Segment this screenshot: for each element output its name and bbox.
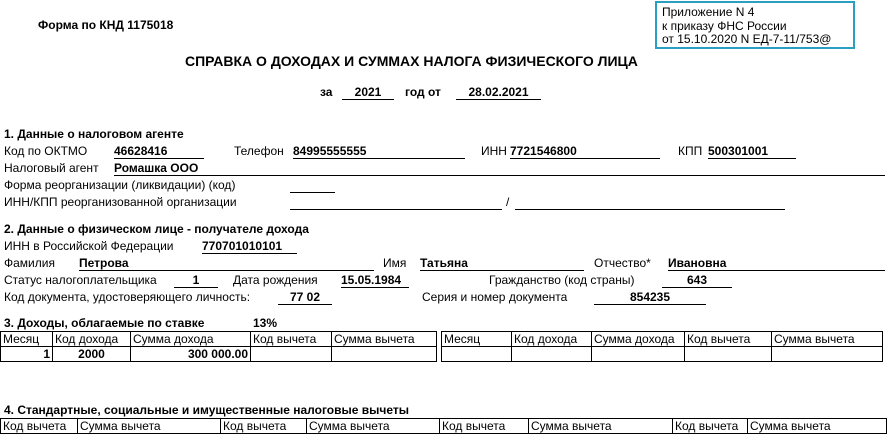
- appendix-line: к приказу ФНС России: [662, 18, 787, 33]
- column-header: Месяц: [442, 332, 512, 347]
- name-label: Имя: [383, 256, 407, 270]
- table-cell: 300 000.00: [131, 347, 251, 362]
- appendix-line: от 15.10.2020 N ЕД-7-11/753@: [662, 32, 832, 46]
- oktmo-value: 46628416: [114, 144, 204, 159]
- table-row: [442, 347, 883, 362]
- column-header: Код вычета: [440, 419, 529, 434]
- agent-value: Ромашка ООО: [114, 161, 885, 176]
- deductions-table: [0, 418, 887, 434]
- status-value: 1: [174, 273, 218, 288]
- agent-inn-label: ИНН: [481, 144, 507, 158]
- column-header: Сумма дохода: [131, 332, 251, 347]
- appendix-line: Приложение N 4: [662, 5, 755, 19]
- table-header-row: [1, 332, 437, 347]
- table-cell: [685, 347, 772, 362]
- table-cell: [442, 347, 512, 362]
- column-header: Месяц: [1, 332, 53, 347]
- birth-value: 15.05.1984: [341, 273, 409, 288]
- page-title: СПРАВКА О ДОХОДАХ И СУММАХ НАЛОГА ФИЗИЧЕСКОГО ЛИЦА: [185, 53, 638, 69]
- reorg-kpp-field: [515, 195, 785, 210]
- patronymic-value: Ивановна: [668, 256, 885, 271]
- column-header: Код вычета: [221, 419, 307, 434]
- column-header: Код дохода: [512, 332, 592, 347]
- reorg-inn-label: ИНН/КПП реорганизованной организации: [4, 195, 237, 209]
- reorg-inn-field: [290, 195, 502, 210]
- series-label: Серия и номер документа: [422, 290, 568, 304]
- name-value: Татьяна: [420, 256, 584, 271]
- table-row: [1, 347, 437, 362]
- doc-code-value: 77 02: [278, 290, 332, 305]
- table-cell: [332, 347, 437, 362]
- kpp-label: КПП: [678, 144, 703, 158]
- section4-title: 4. Стандартные, социальные и имущественные налоговые вычеты: [4, 403, 409, 417]
- citizenship-value: 643: [662, 273, 732, 288]
- column-header: Код вычета: [673, 419, 748, 434]
- table-cell: [772, 347, 883, 362]
- oktmo-label: Код по ОКТМО: [4, 144, 88, 158]
- income-table-right: [441, 331, 883, 362]
- report-year: 2021: [342, 85, 394, 100]
- table-cell: 2000: [53, 347, 131, 362]
- year-from-label: год от: [405, 85, 441, 99]
- phone-label: Телефон: [234, 144, 284, 158]
- form-code: Форма по КНД 1175018: [38, 18, 174, 32]
- column-header: Сумма вычета: [332, 332, 437, 347]
- section1-title: 1. Данные о налоговом агенте: [4, 127, 184, 141]
- report-date: 28.02.2021: [456, 85, 541, 100]
- person-inn-value: 770701010101: [202, 239, 297, 254]
- reorg-label: Форма реорганизации (ликвидации) (код): [4, 178, 236, 192]
- patronymic-label: Отчество*: [594, 256, 651, 270]
- agent-label: Налоговый агент: [4, 161, 99, 175]
- income-table-left: [0, 331, 437, 362]
- phone-value: 84995555555: [293, 144, 465, 159]
- column-header: Сумма вычета: [307, 419, 440, 434]
- table-header-row: [1, 419, 887, 434]
- tax-rate: 13%: [253, 316, 278, 330]
- column-header: Сумма вычета: [529, 419, 673, 434]
- column-header: Сумма вычета: [772, 332, 883, 347]
- column-header: Код вычета: [251, 332, 332, 347]
- kpp-value: 500301001: [708, 144, 796, 159]
- doc-label: Код документа, удостоверяющего личность:: [4, 290, 251, 304]
- person-inn-label: ИНН в Российской Федерации: [4, 239, 174, 253]
- appendix-stamp: [655, 1, 855, 49]
- column-header: Сумма вычета: [748, 419, 887, 434]
- table-cell: [251, 347, 332, 362]
- surname-label: Фамилия: [4, 256, 55, 270]
- section3-title: 3. Доходы, облагаемые по ставке: [4, 316, 205, 330]
- series-value: 854235: [594, 290, 706, 305]
- agent-inn-value: 7721546800: [510, 144, 660, 159]
- section2-title: 2. Данные о физическом лице - получателе дохода: [4, 222, 309, 236]
- column-header: Код вычета: [1, 419, 78, 434]
- slash-separator: /: [506, 195, 510, 209]
- status-label: Статус налогоплательщика: [4, 273, 157, 287]
- table-header-row: [442, 332, 883, 347]
- table-cell: [592, 347, 685, 362]
- surname-value: Петрова: [79, 256, 374, 271]
- column-header: Код дохода: [53, 332, 131, 347]
- birth-label: Дата рождения: [233, 273, 318, 287]
- column-header: Сумма вычета: [78, 419, 221, 434]
- table-cell: [512, 347, 592, 362]
- citizenship-label: Гражданство (код страны): [489, 273, 635, 287]
- table-cell: 1: [1, 347, 53, 362]
- for-label: за: [320, 85, 333, 99]
- reorg-field: [290, 178, 335, 193]
- column-header: Код вычета: [685, 332, 772, 347]
- column-header: Сумма дохода: [592, 332, 685, 347]
